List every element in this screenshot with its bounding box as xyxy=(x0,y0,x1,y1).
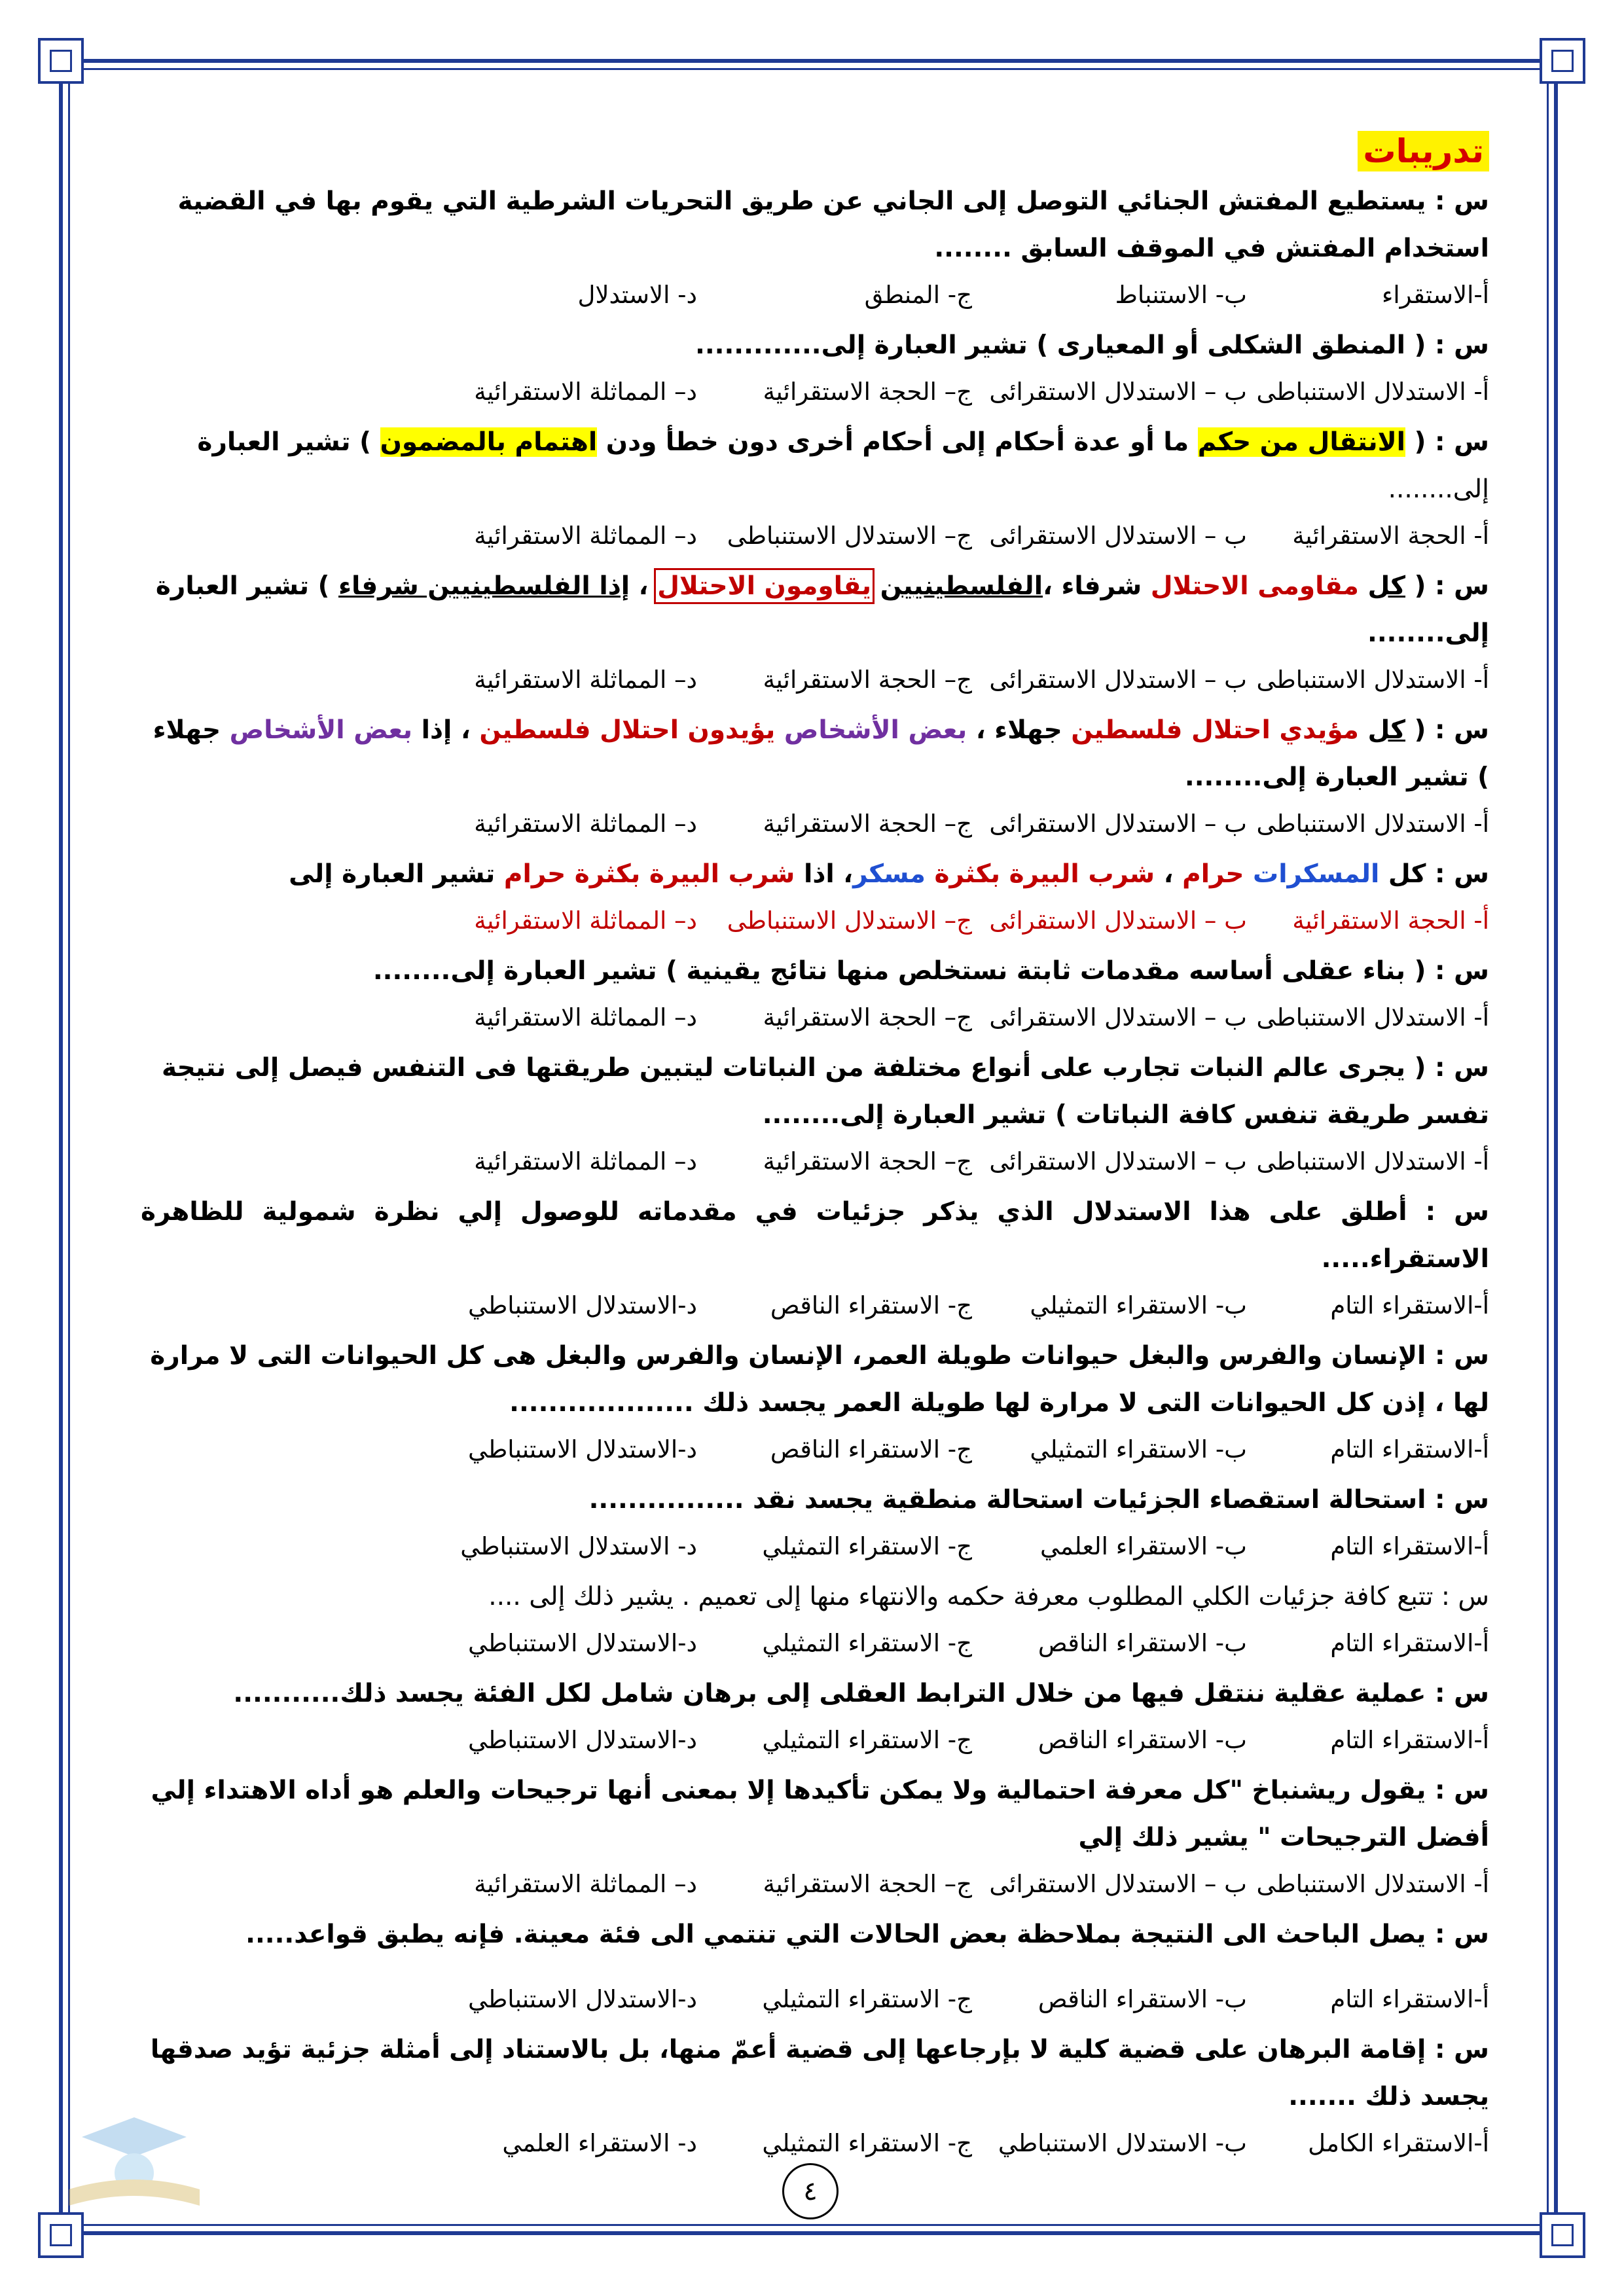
question-text-segment: جهلاء ، xyxy=(967,715,1072,745)
answer-option[interactable]: ج- الاستقراء التمثيلي xyxy=(762,1532,972,1560)
answer-option[interactable]: أ- الاستدلال الاستنباطى xyxy=(1256,378,1489,406)
answer-options-row xyxy=(141,1977,1489,2022)
question-text-segment: مؤيدي احتلال فلسطين xyxy=(1071,715,1359,745)
answer-options-row xyxy=(141,657,1489,703)
question-text-segment: إذا الفلسطينيين شرفاء xyxy=(338,571,630,601)
question-text-segment: س : xyxy=(1433,1582,1489,1611)
question-text-segment: يجسد ذلك ....... xyxy=(1288,2082,1489,2111)
answer-options-row xyxy=(141,2121,1489,2166)
question-text-segment: س : أطلق على هذا الاستدلال الذي يذكر جزئيات في مقدماته للوصول إلي نظرة شمولية للظاهرة الاستقراء..... xyxy=(141,1197,1489,1274)
question-text-segment xyxy=(871,571,880,601)
answer-option[interactable]: ج- الاستقراء التمثيلي xyxy=(762,1985,972,2013)
corner-ornament-bottom-right xyxy=(1540,2212,1585,2258)
answer-option[interactable]: أ-الاستقراء التام xyxy=(1330,1435,1489,1463)
answer-options-row xyxy=(141,1621,1489,1666)
question-text-segment: س : ( xyxy=(1405,715,1489,745)
page-number: ٤ xyxy=(782,2163,839,2219)
question-text-segment: س : كل xyxy=(1379,859,1489,889)
question-text-segment: مسكر xyxy=(853,859,926,889)
corner-ornament-top-left xyxy=(38,38,84,84)
question-text-line xyxy=(141,851,1489,898)
question-text-segment: س : عملية عقلية ننتقل فيها من خلال الترابط العقلى إلى برهان شامل لكل الفئة يجسد ذلك........... xyxy=(233,1679,1489,1708)
question-text-line xyxy=(141,225,1489,272)
answer-option[interactable]: ب – الاستدلال الاستقرائى xyxy=(989,1003,1247,1031)
answer-options-row xyxy=(141,995,1489,1041)
answer-option[interactable]: ج- الاستقراء الناقص xyxy=(770,1291,972,1319)
question-text-segment: اهتمام بالمضمون xyxy=(380,427,598,457)
answer-option[interactable]: أ-الاستقراء التام xyxy=(1330,1985,1489,2013)
question-text-line xyxy=(141,2073,1489,2121)
answer-option[interactable]: أ- الاستدلال الاستنباطى xyxy=(1256,1870,1489,1898)
answer-option[interactable]: د– المماثلة الاستقرائية xyxy=(474,1003,697,1031)
answer-option[interactable]: د- الاستدلال الاستنباطي xyxy=(460,1532,697,1560)
graduation-book-logo-icon xyxy=(56,2111,213,2215)
answer-option[interactable]: ج– الاستدلال الاستنباطى xyxy=(727,522,972,550)
question-text-line xyxy=(141,2026,1489,2073)
question-text-segment: س : إقامة البرهان على قضية كلية لا بإرجاعها إلى قضية أعمّ منها، بل بالاستناد إلى أمثلة جزئية تؤيد صدقها xyxy=(150,2035,1489,2064)
question-text-segment: بعض الأشخاص xyxy=(784,715,967,745)
answer-option[interactable]: أ-الاستقراء التام xyxy=(1330,1726,1489,1754)
answer-option[interactable]: د-الاستدلال الاستنباطي xyxy=(468,1985,697,2013)
question-text-line xyxy=(141,1573,1489,1621)
answer-option[interactable]: ب- الاستنباط xyxy=(1115,281,1247,309)
answer-options-row xyxy=(141,1139,1489,1185)
question-text-segment: ما أو عدة أحكام إلى أحكام أخرى دون خطأ ودن xyxy=(597,427,1198,457)
question-text-line xyxy=(141,419,1489,466)
answer-option[interactable]: ج- الاستقراء الناقص xyxy=(770,1435,972,1463)
corner-ornament-top-right xyxy=(1540,38,1585,84)
answer-options-row xyxy=(141,801,1489,847)
question-text-segment: س : ( xyxy=(1405,427,1489,457)
question-text-line xyxy=(141,610,1489,657)
question-text-line xyxy=(141,1477,1489,1524)
question-text-segment: استخدام المفتش في الموقف السابق ........ xyxy=(934,234,1489,263)
answer-option[interactable]: ب – الاستدلال الاستقرائى xyxy=(989,1147,1247,1175)
question-text-segment: إلى........ xyxy=(1388,475,1489,504)
answer-option[interactable]: أ-الاستقراء التام xyxy=(1330,1291,1489,1319)
question-text-line xyxy=(141,1333,1489,1380)
answer-option[interactable]: أ- الاستدلال الاستنباطى xyxy=(1256,1147,1489,1175)
question-text-segment: بعض الأشخاص xyxy=(229,715,413,745)
answer-option[interactable]: ب – الاستدلال الاستقرائى xyxy=(989,1870,1247,1898)
question-text-line xyxy=(141,1911,1489,1958)
answer-options-row xyxy=(141,1427,1489,1473)
question-text-segment: ) تشير العبارة إلى........ xyxy=(1184,762,1489,792)
answer-option[interactable]: ب – الاستدلال الاستقرائى xyxy=(989,906,1247,935)
question-list xyxy=(141,178,1489,2166)
question-text-segment: حرام xyxy=(1182,859,1244,889)
answer-option[interactable]: د-الاستدلال الاستنباطي xyxy=(468,1726,697,1754)
question-text-line xyxy=(141,563,1489,610)
answer-option[interactable]: ب – الاستدلال الاستقرائى xyxy=(989,522,1247,550)
question-text-segment: تشير العبارة إلى xyxy=(289,859,504,889)
answer-option[interactable]: د-الاستدلال الاستنباطي xyxy=(468,1435,697,1463)
answer-option[interactable]: أ-الاستقراء الكامل xyxy=(1308,2129,1489,2157)
question-text-segment: يقاومون الاحتلال xyxy=(657,571,872,601)
answer-option[interactable]: أ- الحجة الاستقرائية xyxy=(1292,522,1489,550)
answer-option[interactable]: أ-الاستقراء xyxy=(1382,281,1489,309)
answer-option[interactable]: ج- المنطق xyxy=(864,281,972,309)
question-text-line xyxy=(141,1380,1489,1427)
question-text-segment xyxy=(566,859,575,889)
answer-option[interactable]: د-الاستدلال الاستنباطي xyxy=(468,1291,697,1319)
corner-ornament-bottom-left xyxy=(38,2212,84,2258)
question-text-segment: س : يقول ريشنباخ "كل معرفة احتمالية ولا يمكن تأكيدها إلا بمعنى أنها ترجيحات والعلم هو أداه الاهتداء إلي xyxy=(151,1776,1489,1805)
answer-option[interactable]: أ-الاستقراء التام xyxy=(1330,1532,1489,1560)
question-text-segment: شرب البيرة بكثرة xyxy=(934,859,1155,889)
question-text-line xyxy=(141,466,1489,513)
question-text-segment: س : ( بناء عقلى أساسه مقدمات ثابتة نستخلص منها نتائج يقينية ) تشير العبارة إلى........ xyxy=(372,956,1489,986)
question-text-segment: شرفاء ، xyxy=(1043,571,1151,601)
question-text-segment: كل xyxy=(1367,715,1406,745)
question-text-line xyxy=(141,754,1489,801)
question-text-segment: ، xyxy=(1155,859,1183,889)
answer-option[interactable]: ج– الحجة الاستقرائية xyxy=(763,1870,972,1898)
question-text-segment: ) تشير العبارة xyxy=(197,427,380,457)
question-text-line xyxy=(141,1189,1489,1283)
answer-option[interactable]: ب- الاستقراء التمثيلي xyxy=(1030,1435,1247,1463)
answer-option[interactable]: ج– الحجة الاستقرائية xyxy=(763,378,972,406)
question-text-segment xyxy=(926,859,935,889)
answer-option[interactable]: ب- الاستقراء الناقص xyxy=(1038,1629,1247,1657)
question-text-line xyxy=(141,707,1489,754)
answer-option[interactable]: ج– الحجة الاستقرائية xyxy=(763,666,972,694)
question-text-segment: ، إذا xyxy=(412,715,480,745)
question-text-line xyxy=(141,1814,1489,1861)
question-text-segment: يؤيدون احتلال فلسطين xyxy=(479,715,776,745)
question-text-segment: أفضل الترجيحات " يشير ذلك إلي xyxy=(1078,1823,1489,1852)
answer-option[interactable]: ب- الاستدلال الاستنباطي xyxy=(998,2129,1247,2157)
answer-option[interactable]: د-الاستدلال الاستنباطي xyxy=(468,1629,697,1657)
answer-option[interactable]: ب- الاستقراء التمثيلي xyxy=(1030,1291,1247,1319)
question-text-line xyxy=(141,1767,1489,1814)
question-text-segment: س : استحالة استقصاء الجزئيات استحالة منطقية يجسد نقد ................ xyxy=(588,1485,1489,1515)
question-text-segment xyxy=(1359,571,1368,601)
question-text-segment: س : ( المنطق الشكلى أو المعيارى ) تشير العبارة إلى............. xyxy=(695,331,1489,360)
question-text-segment: س : يستطيع المفتش الجنائي التوصل إلى الجاني عن طريق التحريات الشرطية التي يقوم بها في القضية xyxy=(177,187,1489,216)
question-text-segment: س : الإنسان والفرس والبغل حيوانات طويلة العمر، الإنسان والفرس والبغل هى كل الحيوانات التى لا مرارة xyxy=(150,1341,1489,1371)
question-text-segment: س : ( xyxy=(1405,571,1489,601)
answer-option[interactable]: د– المماثلة الاستقرائية xyxy=(474,1147,697,1175)
question-text-segment: شرب البيرة بكثرة xyxy=(574,859,795,889)
question-text-segment: ) تشير العبارة xyxy=(155,571,338,601)
question-text-segment: الفلسطينيين xyxy=(880,571,1043,601)
answer-options-row xyxy=(141,898,1489,944)
answer-option[interactable]: ج- الاستقراء التمثيلي xyxy=(762,1629,972,1657)
answer-option[interactable]: أ- الاستدلال الاستنباطى xyxy=(1256,666,1489,694)
answer-option[interactable]: د– المماثلة الاستقرائية xyxy=(474,522,697,550)
answer-options-row xyxy=(141,1283,1489,1329)
question-text-segment: لها ، إذن كل الحيوانات التى لا مرارة لها طويلة العمر يجسد ذلك ................... xyxy=(509,1388,1489,1418)
answer-options-row xyxy=(141,513,1489,559)
question-text-segment: ، اذا xyxy=(795,859,854,889)
answer-option[interactable]: د– المماثلة الاستقرائية xyxy=(474,810,697,838)
question-text-segment xyxy=(1359,715,1368,745)
answer-option[interactable]: د– المماثلة الاستقرائية xyxy=(474,378,697,406)
question-text-segment: جهلاء xyxy=(153,715,230,745)
answer-option[interactable]: د– المماثلة الاستقرائية xyxy=(474,1870,697,1898)
question-text-line xyxy=(141,322,1489,369)
answer-options-row xyxy=(141,1861,1489,1907)
question-text-segment: الانتقال من حكم xyxy=(1197,427,1406,457)
answer-option[interactable]: ب- الاستقراء الناقص xyxy=(1038,1985,1247,2013)
question-text-segment: ، xyxy=(630,571,658,601)
question-text-segment: س : يصل الباحث الى النتيجة بملاحظة بعض الحالات التي تنتمي الى فئة معينة. فإنه يطبق قواعد..... xyxy=(245,1920,1489,1949)
answer-option[interactable]: ب – الاستدلال الاستقرائى xyxy=(989,810,1247,838)
answer-option[interactable]: ج– الحجة الاستقرائية xyxy=(763,810,972,838)
answer-options-row xyxy=(141,1717,1489,1763)
question-text-segment xyxy=(775,715,784,745)
answer-option[interactable]: د- الاستقراء العلمي xyxy=(502,2129,697,2157)
question-text-line xyxy=(141,178,1489,225)
answer-option[interactable]: ب – الاستدلال الاستقرائى xyxy=(989,666,1247,694)
answer-option[interactable]: د– المماثلة الاستقرائية xyxy=(474,906,697,935)
worksheet-title xyxy=(141,131,1489,171)
question-text-segment: س : ( يجرى عالم النبات تجارب على أنواع مختلفة من النباتات ليتبين طريقتها فى التنفس فيصل إلى نتيجة xyxy=(161,1053,1489,1083)
spacer xyxy=(141,1958,1489,1977)
answer-option[interactable]: ج– الحجة الاستقرائية xyxy=(763,1147,972,1175)
question-text-segment: إلى........ xyxy=(1367,619,1489,648)
answer-option[interactable]: ب- الاستقراء العلمي xyxy=(1040,1532,1247,1560)
question-text-segment: مقاومى الاحتلال xyxy=(1150,571,1359,601)
question-text-line xyxy=(141,948,1489,995)
worksheet-title-text: تدريبات xyxy=(1358,131,1489,171)
answer-options-row xyxy=(141,369,1489,415)
answer-option[interactable]: أ- الحجة الاستقرائية xyxy=(1292,906,1489,935)
question-text-segment: حرام xyxy=(503,859,566,889)
worksheet-content xyxy=(141,131,1489,2170)
answer-option[interactable]: ج– الاستدلال الاستنباطى xyxy=(727,906,972,935)
answer-option[interactable]: أ- الاستدلال الاستنباطى xyxy=(1256,810,1489,838)
answer-option[interactable]: ج– الحجة الاستقرائية xyxy=(763,1003,972,1031)
question-text-segment: المسكرات xyxy=(1253,859,1380,889)
question-text-segment: تفسر طريقة تنفس كافة النباتات ) تشير العبارة إلى........ xyxy=(762,1100,1489,1130)
question-text-line xyxy=(141,1092,1489,1139)
answer-options-row xyxy=(141,1524,1489,1570)
answer-option[interactable]: أ-الاستقراء التام xyxy=(1330,1629,1489,1657)
answer-option[interactable]: ب- الاستقراء الناقص xyxy=(1038,1726,1247,1754)
answer-option[interactable]: د– المماثلة الاستقرائية xyxy=(474,666,697,694)
answer-option[interactable]: أ- الاستدلال الاستنباطى xyxy=(1256,1003,1489,1031)
answer-option[interactable]: د- الاستدلال xyxy=(577,281,697,309)
question-text-line xyxy=(141,1670,1489,1717)
question-text-segment xyxy=(1244,859,1253,889)
answer-option[interactable]: ب – الاستدلال الاستقرائى xyxy=(989,378,1247,406)
question-text-line xyxy=(141,1045,1489,1092)
question-text-segment: تتبع كافة جزئيات الكلي المطلوب معرفة حكمه والانتهاء منها إلى تعميم . يشير ذلك إلى .... xyxy=(488,1582,1434,1611)
question-text-segment: كل xyxy=(1367,571,1406,601)
answer-options-row xyxy=(141,272,1489,318)
answer-option[interactable]: ج- الاستقراء التمثيلي xyxy=(762,1726,972,1754)
answer-option[interactable]: ج- الاستقراء التمثيلي xyxy=(762,2129,972,2157)
